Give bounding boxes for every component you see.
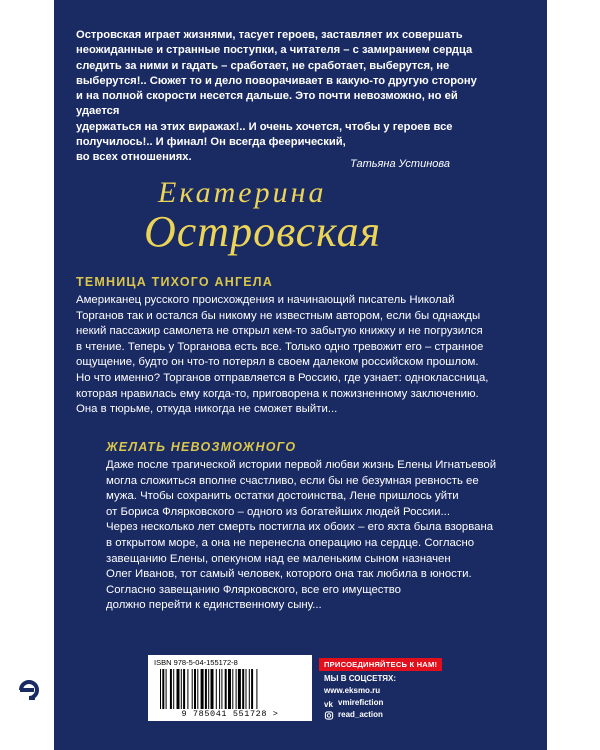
vk-handle: vmirefiction <box>338 698 384 707</box>
eksmo-logo-icon <box>8 670 48 710</box>
site-link[interactable]: www.eksmo.ru <box>324 686 381 695</box>
book-title-2: ЖЕЛАТЬ НЕВОЗМОЖНОГО <box>106 440 297 454</box>
author-name-logo <box>144 168 444 258</box>
quote-author: Татьяна Устинова <box>350 158 451 170</box>
barcode-panel <box>148 655 312 721</box>
join-us-banner: ПРИСОЕДИНЯЙТЕСЬ К НАМ! <box>319 658 442 671</box>
instagram-row[interactable] <box>324 709 396 721</box>
book-title-1: ТЕМНИЦА ТИХОГО АНГЕЛА <box>76 275 273 289</box>
vk-icon <box>324 699 334 708</box>
review-quote: Островская играет жизнями, тасует героев, заставляет их совершать неожиданные и странные поступки, а читателя – с замиранием сердца следить за ними и гадать – сработает, не сработает, выберутся, не выберутся!.. Сюжет то и дело поворачивает в какую-то другую сторону и на полной скорости несется дальше. Это почти невозможно, но ей удается удержаться на этих виражах!.. И очень хочется, чтобы у героев все получилось!.. И финал! Он всегда феерический, во всех отношениях. <box>76 29 477 164</box>
social-heading: МЫ В СОЦСЕТЯХ: <box>324 674 397 683</box>
instagram-handle: read_action <box>338 710 383 719</box>
author-last-name: Островская <box>144 207 382 256</box>
vk-row[interactable] <box>324 697 396 709</box>
book-annotation-2: Даже после трагической истории первой любви жизнь Елены Игнатьевой могла сложиться вполне счастливо, если бы не безумная ревность ее мужа. Чтобы сохранить остатки достоинства, Лене пришлось уйти от Бориса Флярковского – одного из богатейших людей России... Через несколько лет смерть постигла их обоих – его яхта была взорвана в открытом море, а она не перенесла операцию на сердце. Согласно завещанию Елены, опекуном над ее маленьким сыном назначен Олег Иванов, тот самый человек, которого она так любила в юности. Согласно завещанию Флярковского, все его имущество должно перейти к единственному сыну... <box>106 459 497 612</box>
social-block <box>324 673 396 721</box>
isbn: ISBN 978-5-04-155172-8 <box>154 658 238 667</box>
barcode <box>158 669 306 709</box>
book-annotation-1: Американец русского происхождения и начинающий писатель Николай Торганов так и остался бы никому не известным автором, если бы однажды некий пассажир самолета не открыл кем-то забытую книжку и не погрузился в чтение. Теперь у Торганова есть все. Только одно тревожит его – странное ощущение, будто он что-то потерял в своем далеком российском прошлом. Но что именно? Торганов отправляется в Россию, где узнает: одноклассница, которая нравилась ему когда-то, приговорена к пожизненному заключению. Она в тюрьме, откуда никогда не сможет выйти... <box>76 294 489 416</box>
svg-text:vk: vk <box>324 699 333 708</box>
back-cover <box>54 0 547 750</box>
author-first-name: Екатерина <box>158 176 327 209</box>
instagram-icon <box>324 711 334 720</box>
barcode-number: 9 785041 551728 > <box>181 709 279 719</box>
